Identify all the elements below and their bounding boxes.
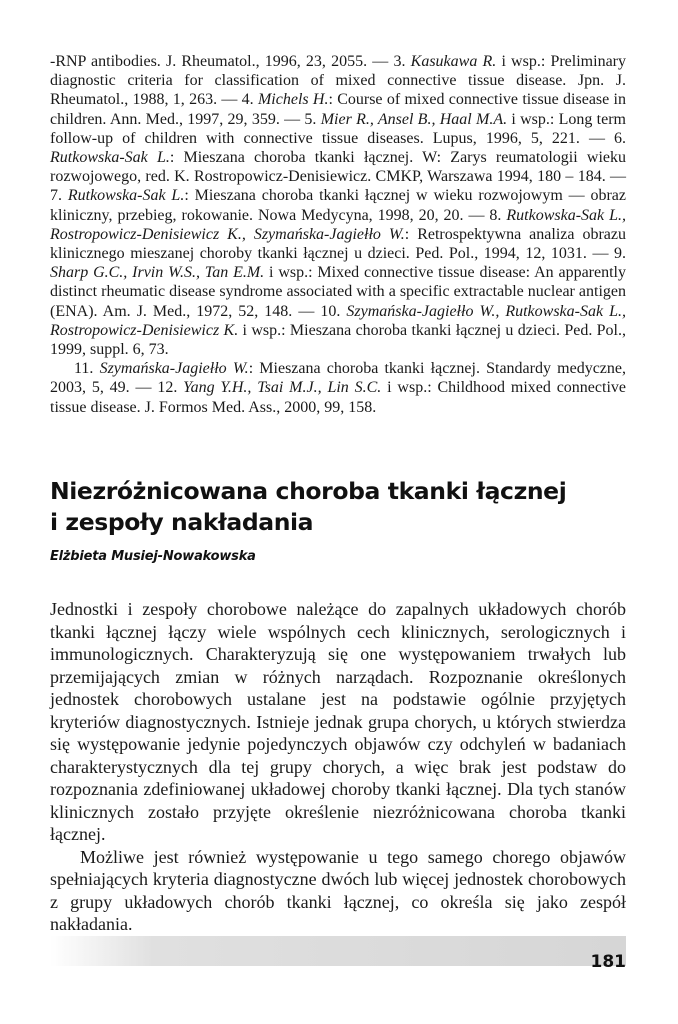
reference-text: : Course of mixed connective tissue disease in children. Ann. Med., 1997, 29, 359. — 5.	[50, 91, 627, 128]
reference-text: 11.	[74, 360, 100, 378]
reference-text: : Mieszana choroba tkanki łącznej w wieku rozwojowym — obraz kliniczny, przebieg, rokowanie. Nowa Medycyna, 1998, 20, 20. — 8.	[50, 187, 627, 224]
reference-paragraph	[50, 52, 626, 359]
reference-author: Szymańska-Jagiełło W., Rutkowska-Sak L., Rostropowicz-Denisiewicz K.	[50, 302, 626, 339]
reference-author: Michels H.	[257, 91, 329, 109]
reference-text: i wsp.: Mieszana choroba tkanki łącznej u dzieci. Ped. Pol., 1999, suppl. 6, 73.	[50, 321, 627, 359]
reference-paragraph	[50, 359, 626, 417]
reference-author: Rutkowska-Sak L.	[50, 149, 170, 167]
author-name: Elżbieta Musiej-Nowakowska	[50, 549, 256, 564]
body-paragraph: Jednostki i zespoły chorobowe należące do zapalnych układowych chorób tkanki łącznej łączy wiele wspólnych cech klinicznych, serologicznych i immunologicznych. Charakteryzują się one występowaniem trwałych lub przemijających zmian w różnych narządach. Rozpoznanie określonych jednostek chorobowych ustalane jest na podstawie ogólnie przyjętych kryteriów diagnostycznych. Istnieje jednak grupa chorych, u których stwierdza się występowanie jedynie pojedynczych objawów czy odchyleń w badaniach charakterystycznych dla tej grupy chorych, a więc brak jest podstaw do rozpoznania zdefiniowanej układowej choroby tkanki łącznej. Dla tych stanów klinicznych zostało przyjęte określenie niezróżnicowana choroba tkanki łącznej.	[50, 599, 626, 844]
body-text	[50, 598, 626, 936]
reference-text: : Mieszana choroba tkanki łącznej. Standardy medyczne, 2003, 5, 49. — 12.	[50, 360, 627, 397]
reference-author: Mier R., Ansel B., Haal M.A.	[320, 110, 508, 128]
reference-text: : Mieszana choroba tkanki łącznej. W: Zarys reumatologii wieku rozwojowego, red. K. Rostropowicz-Denisiewicz. CMKP, Warszawa 1994, 180 – 184. — 7.	[50, 149, 626, 205]
reference-text: i wsp.: Childhood mixed connective tissue disease. J. Formos Med. Ass., 2000, 99, 158.	[50, 379, 627, 416]
reference-text: i wsp.: Mixed connective tissue disease: An apparently distinct rheumatic disease syndrome associated with a specific extractable nuclear antigen (ENA). Am. J. Med., 1972, 52, 148. — 10.	[50, 264, 626, 320]
reference-author: Sharp G.C., Irvin W.S., Tan E.M.	[50, 264, 265, 282]
page-number: 181	[590, 952, 626, 972]
reference-text: -RNP antibodies. J. Rheumatol., 1996, 23, 2055. — 3.	[50, 53, 411, 70]
reference-text: i wsp.: Preliminary diagnostic criteria for classification of mixed connective tissue disease. Jpn. J. Rheumatol., 1988, 1, 263. — 4.	[50, 53, 626, 109]
section-title-line-1: Niezróżnicowana choroba tkanki łącznej	[50, 477, 567, 505]
reference-text: i wsp.: Long term follow-up of children with connective tissue diseases. Lupus, 1996, 5, 221. — 6.	[50, 110, 627, 147]
reference-author: Rutkowska-Sak L.	[67, 187, 185, 205]
reference-author: Rutkowska-Sak L., Rostropowicz-Denisiewicz K., Szymańska-Jagiełło W.	[50, 206, 626, 243]
references-section	[50, 52, 626, 417]
reference-author: Szymańska-Jagiełło W.	[99, 360, 249, 378]
body-paragraph: Możliwe jest również występowanie u tego samego chorego objawów spełniających kryteria diagnostyczne dwóch lub więcej jednostek chorobowych z grupy układowych chorób tkanki łącznej, co określa się jako zespół nakładania.	[50, 846, 626, 934]
reference-author: Yang Y.H., Tsai M.J., Lin S.C.	[183, 379, 382, 397]
section-title-line-2: i zespoły nakładania	[50, 508, 314, 536]
reference-text: : Retrospektywna analiza obrazu klinicznego mieszanej choroby tkanki łącznej u dzieci. Ped. Pol., 1994, 12, 1031. — 9.	[50, 225, 627, 263]
section-title	[50, 476, 626, 538]
reference-author: Kasukawa R.	[410, 53, 497, 70]
footer-bar	[50, 936, 626, 966]
